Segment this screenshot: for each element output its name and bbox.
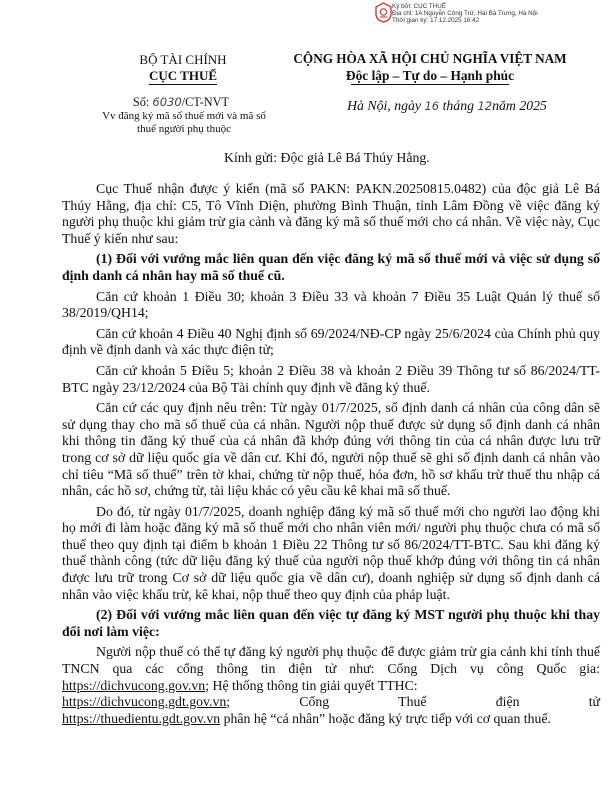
motto-underline — [351, 84, 509, 85]
link-dichvucong-gdt[interactable]: https://dichvucong.gdt.gov.vn — [62, 694, 227, 710]
paragraph-legal-basis-2: Căn cứ khoản 4 Điều 40 Nghị định số 69/2024/NĐ-CP ngày 25/6/2024 của Chính phủ quy định về định danh và xác thực điện tử; — [62, 325, 600, 358]
ministry-name: BỘ TÀI CHÍNH — [139, 52, 227, 67]
country-name: CỘNG HÒA XÃ HỘI CHỦ NGHĨA VIỆT NAM — [293, 51, 567, 66]
document-subject: Vv đăng ký mã số thuế mới và mã số thuế người phụ thuộc — [102, 110, 266, 135]
signature-signer: Ký bởi: CỤC THUẾ — [392, 3, 447, 10]
issue-date: Hà Nội, ngày 16 tháng 12năm 2025 — [347, 98, 547, 113]
letter-body — [62, 181, 600, 727]
signature-address: Địa chỉ: 1A Nguyễn Công Trứ, Hai Bà Trưng, Hà Nội — [392, 10, 538, 18]
link-dichvucong[interactable]: https://dichvucong.gov.vn — [62, 677, 206, 693]
link-thuedientu[interactable]: https://thuedientu.gdt.gov.vn — [62, 710, 221, 726]
paragraph-legal-basis-3: Căn cứ khoản 5 Điều 5; khoản 2 Điều 38 và khoản 2 Điều 39 Thông tư số 86/2024/TT-BTC ngày 23/12/2024 của Bộ Tài chính quy định về đăng ký thuế. — [62, 362, 600, 395]
digital-signature-seal-icon — [374, 2, 393, 23]
signature-time: Thời gian ký: 17.12.2025 16:42 — [392, 17, 480, 25]
handwritten-month: 12 — [477, 99, 493, 113]
handwritten-number: 6030 — [152, 95, 182, 109]
national-motto: Độc lập – Tự do – Hạnh phúc — [345, 68, 515, 83]
digital-signature-info — [392, 3, 614, 25]
agency-name: CỤC THUẾ — [148, 68, 218, 83]
paragraph-intro: Cục Thuế nhận được ý kiến (mã số PAKN: PAKN.20250815.0482) của độc giả Lê Bá Thúy Hằng, địa chỉ: C5, Tô Vĩnh Diện, phường Bình Thuận, tỉnh Lâm Đồng về việc đăng ký người phụ thuộc khi giảm trừ gia cảnh và đăng ký mã số thuế mới cho cá nhân. Về việc này, Cục Thuế ý kiến như sau: — [62, 181, 600, 246]
paragraph-conclusion: Căn cứ các quy định nêu trên: Từ ngày 01/7/2025, số định danh cá nhân của công dân sẽ sử dụng thay cho mã số thuế của cá nhân. Người nộp thuế được sử dụng số định danh cá nhân khi thông tin đăng ký thuế của cá nhân đã khớp đúng với thông tin của cá nhân được lưu trữ trong cơ sở dữ liệu quốc gia về dân cư. Khi đó, người nộp thuế sẽ ghi số định danh cá nhân vào chỉ tiêu “Mã số thuế” trên tờ khai, chứng từ nộp thuế, hóa đơn, hồ sơ khấu trừ thuế thu nhập cá nhân, các hồ sơ, chứng từ, tài liệu khác có yêu cầu kê khai mã số thuế. — [62, 400, 600, 499]
national-header — [270, 51, 590, 85]
paragraph-dependents-end: https://thuedientu.gdt.gov.vn phân hệ “cá nhân” hoặc đăng ký trực tiếp với cơ quan thuế. — [62, 710, 551, 726]
greeting: Kính gửi: Độc giả Lê Bá Thúy Hằng. — [224, 150, 430, 165]
paragraph-enterprise: Do đó, từ ngày 01/7/2025, doanh nghiệp đăng ký mã số thuế mới cho người lao động khi họ mới đi làm hoặc đăng ký mã số thuế mới cho nhân viên mới/ người phụ thuộc chưa có mã số thuế theo quy định tại điểm b khoản 1 Điều 22 Thông tư số 86/2024/TT-BTC. Sau khi đăng ký thuế thành công (tức dữ liệu đăng ký thuế của người nộp thuế khớp đúng với thông tin cá nhân được lưu trữ trong Cơ sở dữ liệu quốc gia về dân cư), doanh nghiệp sử dụng số định danh cá nhân vào việc khấu trừ, kê khai, nộp thuế theo quy định của pháp luật. — [62, 503, 600, 602]
issuing-agency-header — [98, 52, 268, 85]
section-heading-2: (2) Đối với vướng mắc liên quan đến việc tự đăng ký MST người phụ thuộc khi thay đổi nơi làm việc: — [62, 607, 600, 639]
paragraph-legal-basis-1: Căn cứ khoản 1 Điều 30; khoản 3 Điều 33 và khoản 7 Điều 35 Luật Quản lý thuế số 38/2019/QH14; — [62, 288, 600, 321]
document-number: Số: 6030/CT-NVT — [132, 95, 230, 109]
paragraph-dependents-line: https://dichvucong.gdt.gov.vn; Cổng Thuế điện tử — [62, 694, 601, 710]
section-heading-1: (1) Đối với vướng mắc liên quan đến việc đăng ký mã số thuế mới và việc sử dụng số định danh cá nhân hay mã số thuế cũ. — [62, 251, 600, 283]
handwritten-day: 16 — [424, 99, 440, 113]
paragraph-dependents: Người nộp thuế có thể tự đăng ký người phụ thuộc để được giảm trừ gia cảnh khi tính thuế TNCN qua các cổng thông tin điện tử như: Cổng Dịch vụ công Quốc gia: https://dichvucong.gov.vn; Hệ thống thông tin giải quyết TTHC: — [62, 644, 600, 693]
